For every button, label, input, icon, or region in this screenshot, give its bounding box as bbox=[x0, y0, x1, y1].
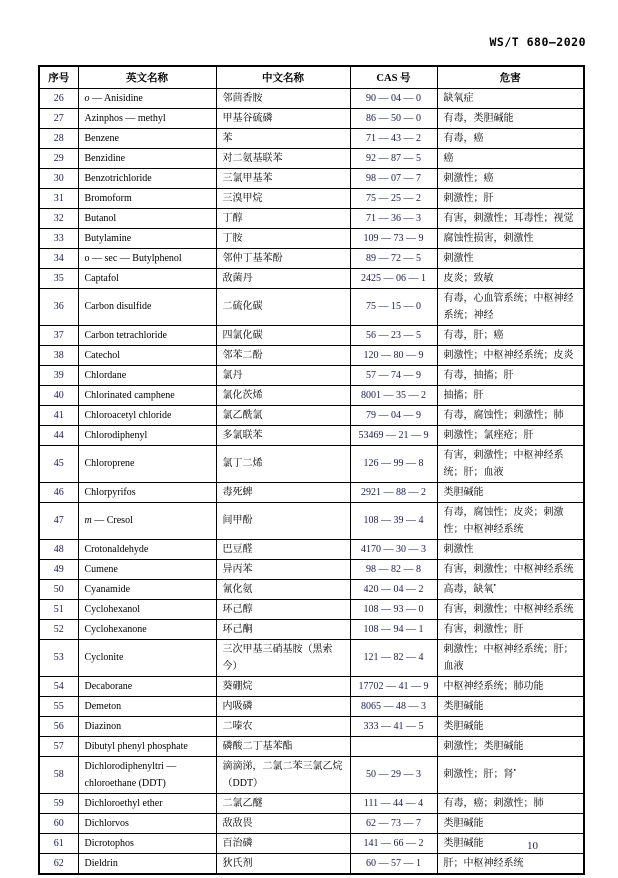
table-header-row bbox=[39, 66, 584, 88]
cell-hazard: 有毒，腐蚀性；皮炎；刺激性；中枢神经系统 bbox=[437, 502, 584, 539]
cell-chinese-name: 丁胺 bbox=[216, 228, 350, 248]
cell-chinese-name: 苯 bbox=[216, 128, 350, 148]
cell-english-name: Dicrotophos bbox=[78, 833, 216, 853]
cell-chinese-name: 间甲酚 bbox=[216, 502, 350, 539]
cell-cas-number: 17702 — 41 — 9 bbox=[350, 676, 437, 696]
table-row bbox=[39, 756, 584, 793]
cell-cas-number: 126 — 99 — 8 bbox=[350, 445, 437, 482]
cell-english-name: Diazinon bbox=[78, 716, 216, 736]
cell-hazard: 有害，刺激性；耳毒性；视觉 bbox=[437, 208, 584, 228]
cell-hazard: 缺氧症 bbox=[437, 88, 584, 108]
cell-index: 29 bbox=[39, 148, 78, 168]
cell-hazard: 有毒，心血管系统；中枢神经系统；神经 bbox=[437, 288, 584, 325]
cell-cas-number: 121 — 82 — 4 bbox=[350, 639, 437, 676]
cell-hazard: 有毒，肝；癌 bbox=[437, 325, 584, 345]
table-row bbox=[39, 268, 584, 288]
cell-cas-number: 2425 — 06 — 1 bbox=[350, 268, 437, 288]
document-number: WS/T 680—2020 bbox=[489, 35, 586, 49]
cell-cas-number: 57 — 74 — 9 bbox=[350, 365, 437, 385]
table-header bbox=[39, 66, 584, 88]
cell-index: 33 bbox=[39, 228, 78, 248]
header-cas-number: CAS 号 bbox=[350, 66, 437, 88]
cell-cas-number: 98 — 07 — 7 bbox=[350, 168, 437, 188]
cell-hazard: 抽搐；肝 bbox=[437, 385, 584, 405]
cell-cas-number: 108 — 93 — 0 bbox=[350, 599, 437, 619]
cell-index: 59 bbox=[39, 793, 78, 813]
cell-index: 38 bbox=[39, 345, 78, 365]
cell-index: 30 bbox=[39, 168, 78, 188]
cell-chinese-name: 邻苯二酚 bbox=[216, 345, 350, 365]
cell-index: 54 bbox=[39, 676, 78, 696]
cell-hazard: 有毒，腐蚀性；刺激性；肺 bbox=[437, 405, 584, 425]
cell-index: 62 bbox=[39, 853, 78, 874]
cell-index: 55 bbox=[39, 696, 78, 716]
page-number: 10 bbox=[527, 840, 538, 852]
table-row bbox=[39, 559, 584, 579]
cell-english-name: Chloroprene bbox=[78, 445, 216, 482]
table-row bbox=[39, 365, 584, 385]
cell-chinese-name: 邻茴香胺 bbox=[216, 88, 350, 108]
cell-chinese-name: 四氯化碳 bbox=[216, 325, 350, 345]
cell-chinese-name: 三次甲基三硝基胺（黑索今） bbox=[216, 639, 350, 676]
cell-chinese-name: 丁醇 bbox=[216, 208, 350, 228]
table-row bbox=[39, 188, 584, 208]
cell-hazard: 有毒，抽搐；肝 bbox=[437, 365, 584, 385]
table-row bbox=[39, 639, 584, 676]
cell-index: 46 bbox=[39, 482, 78, 502]
header-chinese-name: 中文名称 bbox=[216, 66, 350, 88]
cell-cas-number: 86 — 50 — 0 bbox=[350, 108, 437, 128]
table-body bbox=[39, 88, 584, 874]
cell-chinese-name: 葵硼烷 bbox=[216, 676, 350, 696]
cell-cas-number: 75 — 25 — 2 bbox=[350, 188, 437, 208]
table-row bbox=[39, 288, 584, 325]
table-row bbox=[39, 813, 584, 833]
cell-cas-number: 92 — 87 — 5 bbox=[350, 148, 437, 168]
cell-index: 57 bbox=[39, 736, 78, 756]
header-english-name: 英文名称 bbox=[78, 66, 216, 88]
table-row bbox=[39, 385, 584, 405]
cell-index: 51 bbox=[39, 599, 78, 619]
table-row bbox=[39, 579, 584, 599]
cell-hazard: 类胆碱能 bbox=[437, 833, 584, 853]
cell-english-name: Bromoform bbox=[78, 188, 216, 208]
cell-english-name: Cumene bbox=[78, 559, 216, 579]
cell-chinese-name: 二硫化碳 bbox=[216, 288, 350, 325]
cell-english-name: Dibutyl phenyl phosphate bbox=[78, 736, 216, 756]
table-row bbox=[39, 736, 584, 756]
cell-chinese-name: 邻仲丁基苯酚 bbox=[216, 248, 350, 268]
cell-chinese-name: 磷酸二丁基苯酯 bbox=[216, 736, 350, 756]
cell-cas-number: 8065 — 48 — 3 bbox=[350, 696, 437, 716]
cell-english-name: Cyclohexanol bbox=[78, 599, 216, 619]
cell-index: 50 bbox=[39, 579, 78, 599]
cell-cas-number: 53469 — 21 — 9 bbox=[350, 425, 437, 445]
cell-chinese-name: 氯丹 bbox=[216, 365, 350, 385]
cell-index: 32 bbox=[39, 208, 78, 228]
cell-index: 48 bbox=[39, 539, 78, 559]
header-hazard: 危害 bbox=[437, 66, 584, 88]
cell-cas-number: 420 — 04 — 2 bbox=[350, 579, 437, 599]
cell-hazard: 有毒，类胆碱能 bbox=[437, 108, 584, 128]
cell-chinese-name: 氯乙酰氯 bbox=[216, 405, 350, 425]
cell-hazard: 中枢神经系统；肺功能 bbox=[437, 676, 584, 696]
cell-cas-number: 98 — 82 — 8 bbox=[350, 559, 437, 579]
cell-hazard: 刺激性 bbox=[437, 539, 584, 559]
table-row bbox=[39, 208, 584, 228]
cell-cas-number: 62 — 73 — 7 bbox=[350, 813, 437, 833]
cell-cas-number: 8001 — 35 — 2 bbox=[350, 385, 437, 405]
cell-hazard: 类胆碱能 bbox=[437, 813, 584, 833]
cell-chinese-name: 巴豆醛 bbox=[216, 539, 350, 559]
cell-cas-number: 71 — 36 — 3 bbox=[350, 208, 437, 228]
cell-chinese-name: 异丙苯 bbox=[216, 559, 350, 579]
cell-index: 27 bbox=[39, 108, 78, 128]
cell-english-name: Cyclonite bbox=[78, 639, 216, 676]
cell-hazard: 刺激性；肝 bbox=[437, 188, 584, 208]
table-row bbox=[39, 676, 584, 696]
cell-chinese-name: 毒死蜱 bbox=[216, 482, 350, 502]
cell-english-name: Catechol bbox=[78, 345, 216, 365]
cell-cas-number: 75 — 15 — 0 bbox=[350, 288, 437, 325]
cell-cas-number: 141 — 66 — 2 bbox=[350, 833, 437, 853]
cell-chinese-name: 环己醇 bbox=[216, 599, 350, 619]
cell-english-name: Cyclohexanone bbox=[78, 619, 216, 639]
cell-hazard: 类胆碱能 bbox=[437, 482, 584, 502]
cell-index: 45 bbox=[39, 445, 78, 482]
cell-english-name: Butylamine bbox=[78, 228, 216, 248]
table-row bbox=[39, 599, 584, 619]
cell-chinese-name: 敌敌畏 bbox=[216, 813, 350, 833]
cell-chinese-name: 多氯联苯 bbox=[216, 425, 350, 445]
cell-english-name: o — Anisidine bbox=[78, 88, 216, 108]
cell-hazard: 有害，刺激性；中枢神经系统 bbox=[437, 599, 584, 619]
cell-english-name: Dichlorvos bbox=[78, 813, 216, 833]
cell-chinese-name: 二嗪农 bbox=[216, 716, 350, 736]
cell-hazard: 肝；中枢神经系统 bbox=[437, 853, 584, 874]
cell-english-name: m — Cresol bbox=[78, 502, 216, 539]
cell-hazard: 刺激性；肝；肾• bbox=[437, 756, 584, 793]
cell-cas-number: 333 — 41 — 5 bbox=[350, 716, 437, 736]
cell-english-name: Chloroacetyl chloride bbox=[78, 405, 216, 425]
cell-english-name: Decaborane bbox=[78, 676, 216, 696]
table-row bbox=[39, 696, 584, 716]
table-row bbox=[39, 482, 584, 502]
table-row bbox=[39, 128, 584, 148]
cell-index: 31 bbox=[39, 188, 78, 208]
cell-cas-number: 89 — 72 — 5 bbox=[350, 248, 437, 268]
cell-chinese-name: 氰化氨 bbox=[216, 579, 350, 599]
cell-chinese-name: 百治磷 bbox=[216, 833, 350, 853]
table-row bbox=[39, 88, 584, 108]
table-row bbox=[39, 619, 584, 639]
cell-english-name: Captafol bbox=[78, 268, 216, 288]
cell-index: 28 bbox=[39, 128, 78, 148]
cell-index: 58 bbox=[39, 756, 78, 793]
cell-index: 35 bbox=[39, 268, 78, 288]
cell-cas-number: 71 — 43 — 2 bbox=[350, 128, 437, 148]
cell-hazard: 刺激性；类胆碱能 bbox=[437, 736, 584, 756]
cell-index: 37 bbox=[39, 325, 78, 345]
cell-chinese-name: 狄氏剂 bbox=[216, 853, 350, 874]
cell-index: 61 bbox=[39, 833, 78, 853]
table-row bbox=[39, 502, 584, 539]
cell-cas-number: 109 — 73 — 9 bbox=[350, 228, 437, 248]
cell-hazard: 癌 bbox=[437, 148, 584, 168]
cell-cas-number: 90 — 04 — 0 bbox=[350, 88, 437, 108]
cell-hazard: 刺激性 bbox=[437, 248, 584, 268]
cell-chinese-name: 环己酮 bbox=[216, 619, 350, 639]
cell-index: 39 bbox=[39, 365, 78, 385]
cell-english-name: Benzene bbox=[78, 128, 216, 148]
cell-cas-number: 56 — 23 — 5 bbox=[350, 325, 437, 345]
cell-cas-number bbox=[350, 736, 437, 756]
table-row bbox=[39, 833, 584, 853]
cell-cas-number: 60 — 57 — 1 bbox=[350, 853, 437, 874]
cell-index: 36 bbox=[39, 288, 78, 325]
cell-english-name: Azinphos — methyl bbox=[78, 108, 216, 128]
cell-english-name: Butanol bbox=[78, 208, 216, 228]
cell-chinese-name: 氯化茨烯 bbox=[216, 385, 350, 405]
cell-english-name: Chlorpyrifos bbox=[78, 482, 216, 502]
cell-english-name: Chlorinated camphene bbox=[78, 385, 216, 405]
cell-english-name: Dichloroethyl ether bbox=[78, 793, 216, 813]
cell-hazard: 刺激性；中枢神经系统；皮炎 bbox=[437, 345, 584, 365]
cell-chinese-name: 三氯甲基苯 bbox=[216, 168, 350, 188]
cell-index: 41 bbox=[39, 405, 78, 425]
cell-chinese-name: 甲基谷硫磷 bbox=[216, 108, 350, 128]
cell-english-name: Carbon disulfide bbox=[78, 288, 216, 325]
cell-cas-number: 111 — 44 — 4 bbox=[350, 793, 437, 813]
cell-hazard: 腐蚀性损害，刺激性 bbox=[437, 228, 584, 248]
cell-index: 34 bbox=[39, 248, 78, 268]
cell-cas-number: 79 — 04 — 9 bbox=[350, 405, 437, 425]
cell-index: 52 bbox=[39, 619, 78, 639]
cell-chinese-name: 内吸磷 bbox=[216, 696, 350, 716]
cell-index: 40 bbox=[39, 385, 78, 405]
table-row bbox=[39, 539, 584, 559]
cell-cas-number: 108 — 39 — 4 bbox=[350, 502, 437, 539]
table-row bbox=[39, 168, 584, 188]
cell-chinese-name: 敌菌丹 bbox=[216, 268, 350, 288]
cell-hazard: 有害，刺激性；中枢神经系统 bbox=[437, 559, 584, 579]
table-row bbox=[39, 405, 584, 425]
cell-english-name: Cyanamide bbox=[78, 579, 216, 599]
cell-english-name: Benzidine bbox=[78, 148, 216, 168]
table-row bbox=[39, 345, 584, 365]
cell-hazard: 有毒，癌；刺激性；肺 bbox=[437, 793, 584, 813]
cell-chinese-name: 对二氨基联苯 bbox=[216, 148, 350, 168]
cell-chinese-name: 三溴甲烷 bbox=[216, 188, 350, 208]
cell-cas-number: 4170 — 30 — 3 bbox=[350, 539, 437, 559]
cell-english-name: Chlorodiphenyl bbox=[78, 425, 216, 445]
cell-chinese-name: 滴滴涕，二氯二苯三氯乙烷（DDT） bbox=[216, 756, 350, 793]
cell-chinese-name: 氯丁二烯 bbox=[216, 445, 350, 482]
table-row bbox=[39, 108, 584, 128]
table-row bbox=[39, 228, 584, 248]
cell-index: 53 bbox=[39, 639, 78, 676]
cell-index: 47 bbox=[39, 502, 78, 539]
cell-cas-number: 50 — 29 — 3 bbox=[350, 756, 437, 793]
cell-english-name: Chlordane bbox=[78, 365, 216, 385]
cell-cas-number: 2921 — 88 — 2 bbox=[350, 482, 437, 502]
cell-index: 56 bbox=[39, 716, 78, 736]
cell-hazard: 刺激性；氯痤疮；肝 bbox=[437, 425, 584, 445]
cell-english-name: Demeton bbox=[78, 696, 216, 716]
cell-hazard: 类胆碱能 bbox=[437, 696, 584, 716]
table-row bbox=[39, 793, 584, 813]
header-index: 序号 bbox=[39, 66, 78, 88]
cell-index: 26 bbox=[39, 88, 78, 108]
table-row bbox=[39, 248, 584, 268]
cell-hazard: 类胆碱能 bbox=[437, 716, 584, 736]
cell-english-name: Crotonaldehyde bbox=[78, 539, 216, 559]
cell-hazard: 刺激性；中枢神经系统；肝；血液 bbox=[437, 639, 584, 676]
cell-chinese-name: 二氯乙醚 bbox=[216, 793, 350, 813]
cell-english-name: Benzotrichloride bbox=[78, 168, 216, 188]
table-row bbox=[39, 148, 584, 168]
table-row bbox=[39, 325, 584, 345]
hazard-table bbox=[38, 65, 585, 875]
cell-hazard: 有害，刺激性；肝 bbox=[437, 619, 584, 639]
cell-hazard: 皮炎；致敏 bbox=[437, 268, 584, 288]
cell-english-name: Dieldrin bbox=[78, 853, 216, 874]
cell-cas-number: 120 — 80 — 9 bbox=[350, 345, 437, 365]
table-row bbox=[39, 853, 584, 874]
cell-hazard: 刺激性；癌 bbox=[437, 168, 584, 188]
cell-hazard: 有害，刺激性；中枢神经系统；肝；血液 bbox=[437, 445, 584, 482]
cell-cas-number: 108 — 94 — 1 bbox=[350, 619, 437, 639]
cell-index: 60 bbox=[39, 813, 78, 833]
cell-english-name: Dichlorodiphenyltri — chloroethane (DDT) bbox=[78, 756, 216, 793]
cell-english-name: Carbon tetrachloride bbox=[78, 325, 216, 345]
table-row bbox=[39, 445, 584, 482]
cell-english-name: o — sec — Butylphenol bbox=[78, 248, 216, 268]
cell-hazard: 高毒，缺氧• bbox=[437, 579, 584, 599]
table-row bbox=[39, 716, 584, 736]
cell-hazard: 有毒，癌 bbox=[437, 128, 584, 148]
table-row bbox=[39, 425, 584, 445]
cell-index: 49 bbox=[39, 559, 78, 579]
cell-index: 44 bbox=[39, 425, 78, 445]
